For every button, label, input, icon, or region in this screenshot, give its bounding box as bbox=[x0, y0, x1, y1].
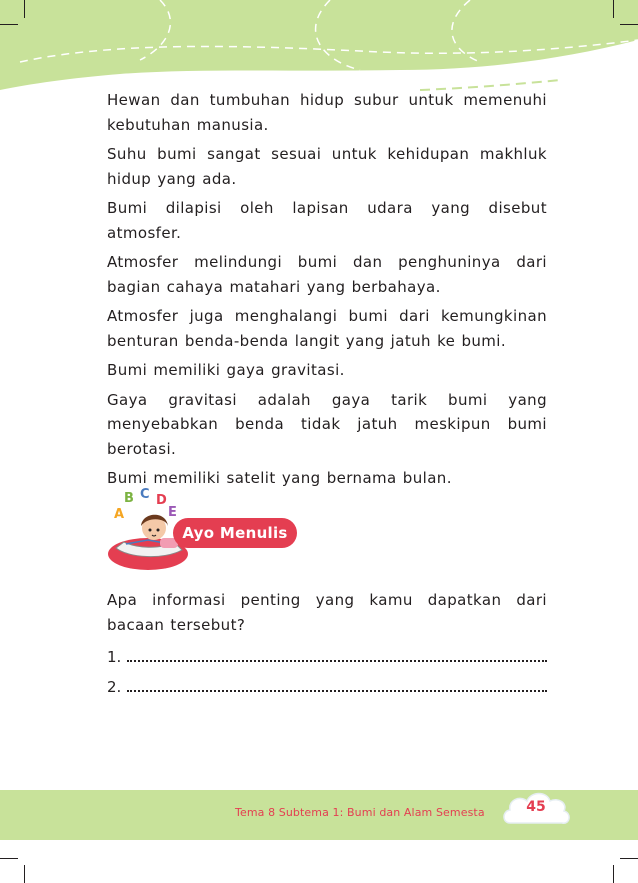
paragraph: Bumi memiliki gaya gravitasi. bbox=[107, 361, 345, 379]
paragraph: Suhu bumi sangat sesuai untuk kehidupan makhluk hidup yang ada. bbox=[107, 145, 547, 188]
crop-mark bbox=[0, 24, 18, 25]
crop-mark bbox=[24, 865, 25, 883]
footer-subtitle: Tema 8 Subtema 1: Bumi dan Alam Semesta bbox=[235, 806, 485, 819]
dotted-line bbox=[127, 660, 547, 662]
floating-letter: A bbox=[114, 507, 125, 522]
paragraph: Atmosfer juga menghalangi bumi dari kemungkinan benturan benda-benda langit yang jatuh ke bumi. bbox=[107, 307, 547, 350]
paragraph: Hewan dan tumbuhan hidup subur untuk memenuhi kebutuhan manusia. bbox=[107, 91, 547, 134]
paragraph: Bumi memiliki satelit yang bernama bulan. bbox=[107, 469, 452, 487]
crop-mark bbox=[620, 858, 638, 859]
ayo-menulis-badge: Ayo Menulis bbox=[173, 518, 297, 548]
reading-text bbox=[107, 88, 547, 496]
floating-letter: D bbox=[156, 493, 167, 508]
floating-letter: C bbox=[140, 488, 150, 502]
dotted-line bbox=[127, 690, 547, 692]
page-number: 45 bbox=[526, 799, 546, 815]
crop-mark bbox=[0, 858, 18, 859]
floating-letter: B bbox=[124, 491, 134, 506]
crop-mark bbox=[613, 0, 614, 18]
crop-mark bbox=[613, 865, 614, 883]
paragraph: Atmosfer melindungi bumi dan penghuninya dari bagian cahaya matahari yang berbahaya. bbox=[107, 253, 547, 296]
answer-number: 1. bbox=[107, 648, 122, 666]
answer-line[interactable] bbox=[107, 645, 547, 669]
crop-mark bbox=[620, 24, 638, 25]
question-text: Apa informasi penting yang kamu dapatkan dari bacaan tersebut? bbox=[107, 591, 547, 634]
header-decoration bbox=[0, 0, 638, 95]
answer-number: 2. bbox=[107, 678, 122, 696]
crop-mark bbox=[24, 0, 25, 18]
answer-line[interactable] bbox=[107, 675, 547, 699]
paragraph: Bumi dilapisi oleh lapisan udara yang disebut atmosfer. bbox=[107, 199, 547, 242]
section-heading bbox=[108, 488, 308, 578]
floating-letter: E bbox=[168, 505, 177, 520]
paragraph: Gaya gravitasi adalah gaya tarik bumi yang menyebabkan benda tidak jatuh meskipun bumi berotasi. bbox=[107, 390, 547, 458]
